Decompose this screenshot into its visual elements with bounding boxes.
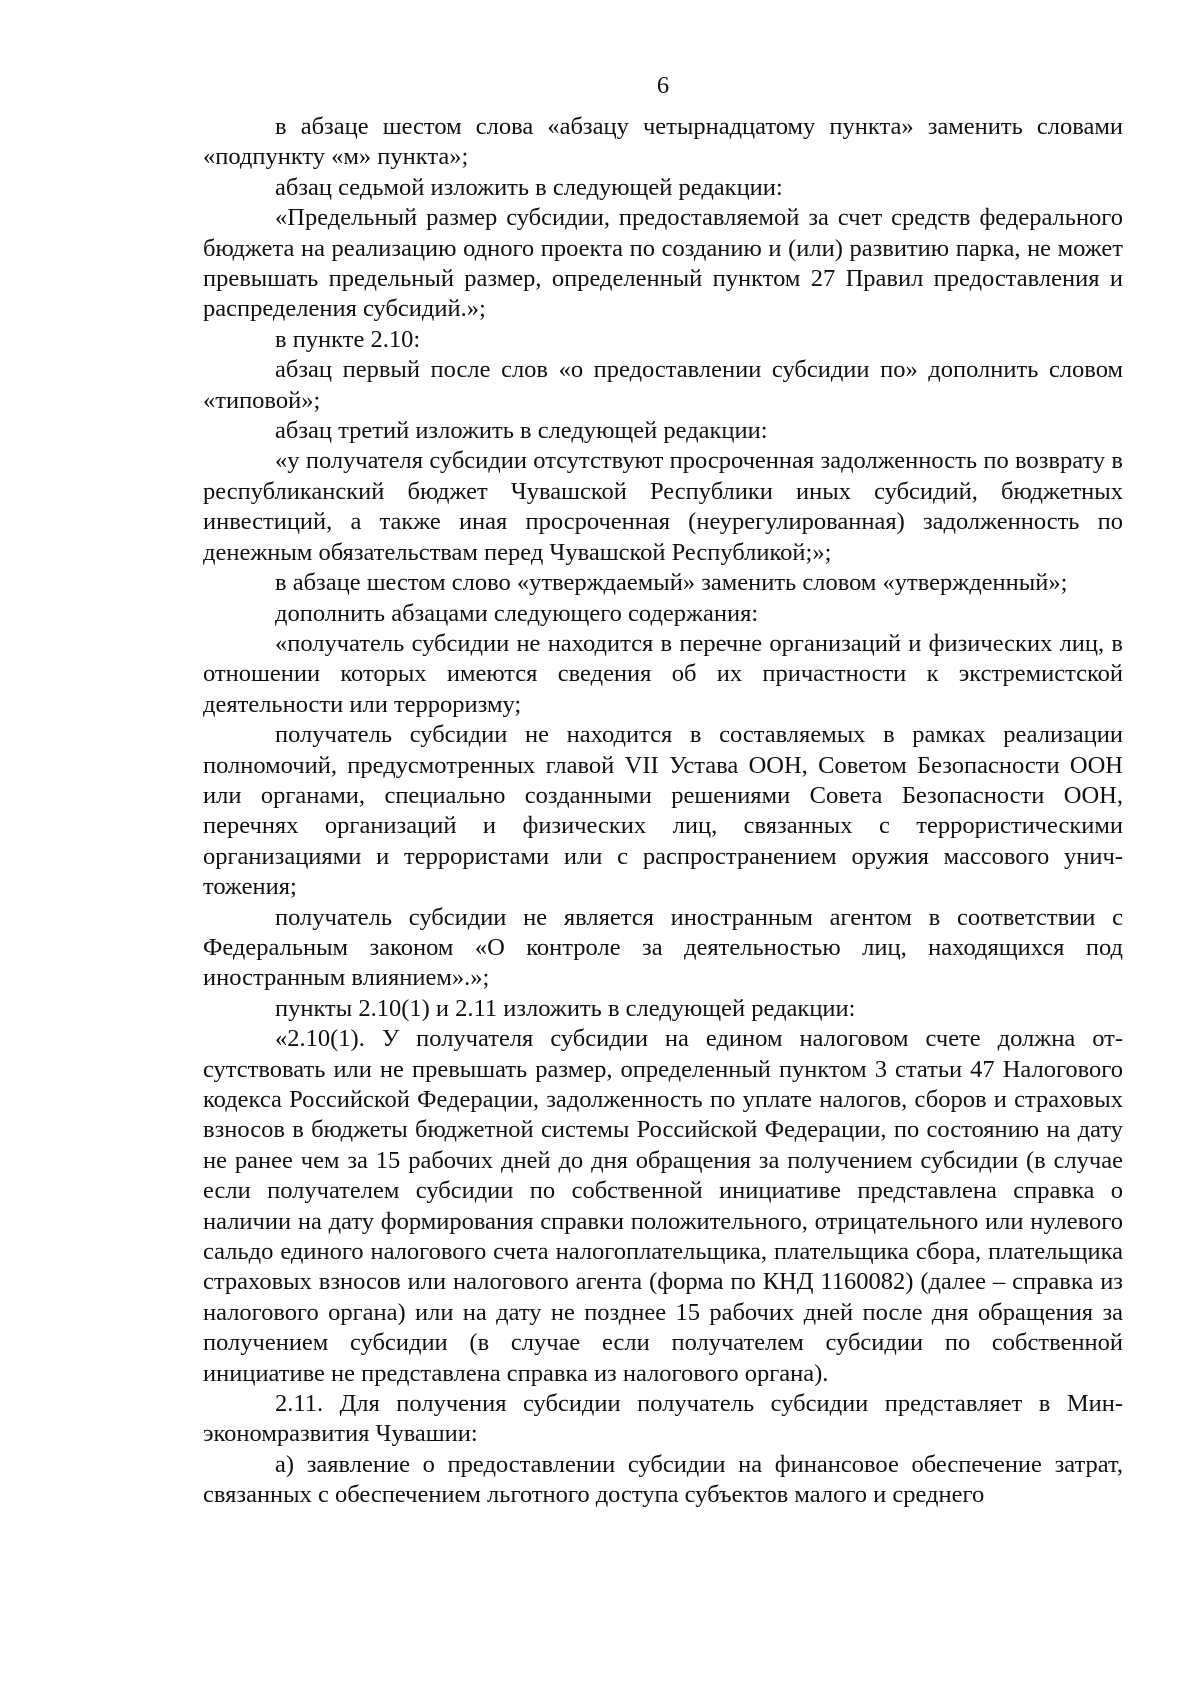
paragraph: абзац третий изложить в следующей редакции: (275, 417, 768, 445)
page-number: 6 (656, 72, 670, 99)
paragraph: получатель субсидии не является иностранным агентом в соответствии с Федеральным законом «О контроле за деятельностью лиц, находящихся под иностранным влиянием».»; (203, 903, 1123, 992)
paragraph: в абзаце шестом слово «утверждаемый» заменить словом «утвержденный»; (275, 569, 1068, 597)
document-page (203, 72, 1123, 1511)
paragraph: в абзаце шестом слова «абзацу четырнадцатому пункта» заменить словами «подпункту «м» пункта»; (203, 113, 1123, 171)
paragraph: дополнить абзацами следующего содержания: (275, 599, 759, 627)
paragraph: «2.10(1). У получателя субсидии на едином налоговом счете должна отсутствовать или не превышать размер, определенный пунктом 3 статьи 47 Налогового кодекса Российской Федерации, задолженность по уплате налогов, сборов и страховых взносов в бюджеты бюджетной системы Российской Федерации, по состоянию на дату не ранее чем за 15 рабочих дней до дня обращения за получением субсидии (в случае если получателем субсидии по собственной инициативе представлена справка о наличии на дату формирования справки положительного, отрицательного или нулевого сальдо единого налогового счета налогоплательщика, плательщика сбора, плательщика страховых взносов или налогового агента (форма по КНД 1160082) (далее – справка из налогового органа) или на дату не позднее 15 рабочих дней после дня обращения за получением субсидии (в случае если получателем субсидии по собственной инициативе не представлена справка из налогового органа). (203, 1025, 1123, 1387)
paragraph: «получатель субсидии не находится в перечне организаций и физических лиц, в отношении которых имеются сведения об их причастности к экстремистской деятельности или терроризму; (203, 629, 1123, 718)
paragraph: абзац первый после слов «о предоставлении субсидии по» дополнить словом «типовой»; (203, 356, 1123, 414)
paragraph: в пункте 2.10: (275, 325, 421, 353)
paragraph: получатель субсидии не находится в составляемых в рамках реализации полномочий, предусмотренных главой VII Устава ООН, Советом Безопасности ООН или органами, специально созданными решениями Совета Безопасности ООН, перечнях организаций и физических лиц, связанных с террористическими организациями и террористами или с распространением оружия массового уничтожения; (203, 721, 1123, 901)
paragraph: «у получателя субсидии отсутствуют просроченная задолженность по возврату в республиканский бюджет Чувашской Республики иных субсидий, бюджетных инвестиций, а также иная просроченная (неурегулированная) задолженность по денежным обязательствам перед Чувашской Республикой;»; (203, 447, 1123, 566)
paragraph: абзац седьмой изложить в следующей редакции: (275, 173, 783, 201)
paragraph: а) заявление о предоставлении субсидии на финансовое обеспечение затрат, связанных с обеспечением льготного доступа субъектов малого и среднего (203, 1450, 1123, 1509)
paragraph: пункты 2.10(1) и 2.11 изложить в следующей редакции: (275, 994, 856, 1022)
paragraph: «Предельный размер субсидии, предоставляемой за счет средств федерального бюджета на реализацию одного проекта по созданию и (или) развитию парка, не может превышать предельный размер, определенный пунктом 27 Правил предоставления и распределения субсидий.»; (203, 204, 1123, 323)
paragraph: 2.11. Для получения субсидии получатель субсидии представляет в Минэкономразвития Чувашии: (203, 1390, 1123, 1448)
